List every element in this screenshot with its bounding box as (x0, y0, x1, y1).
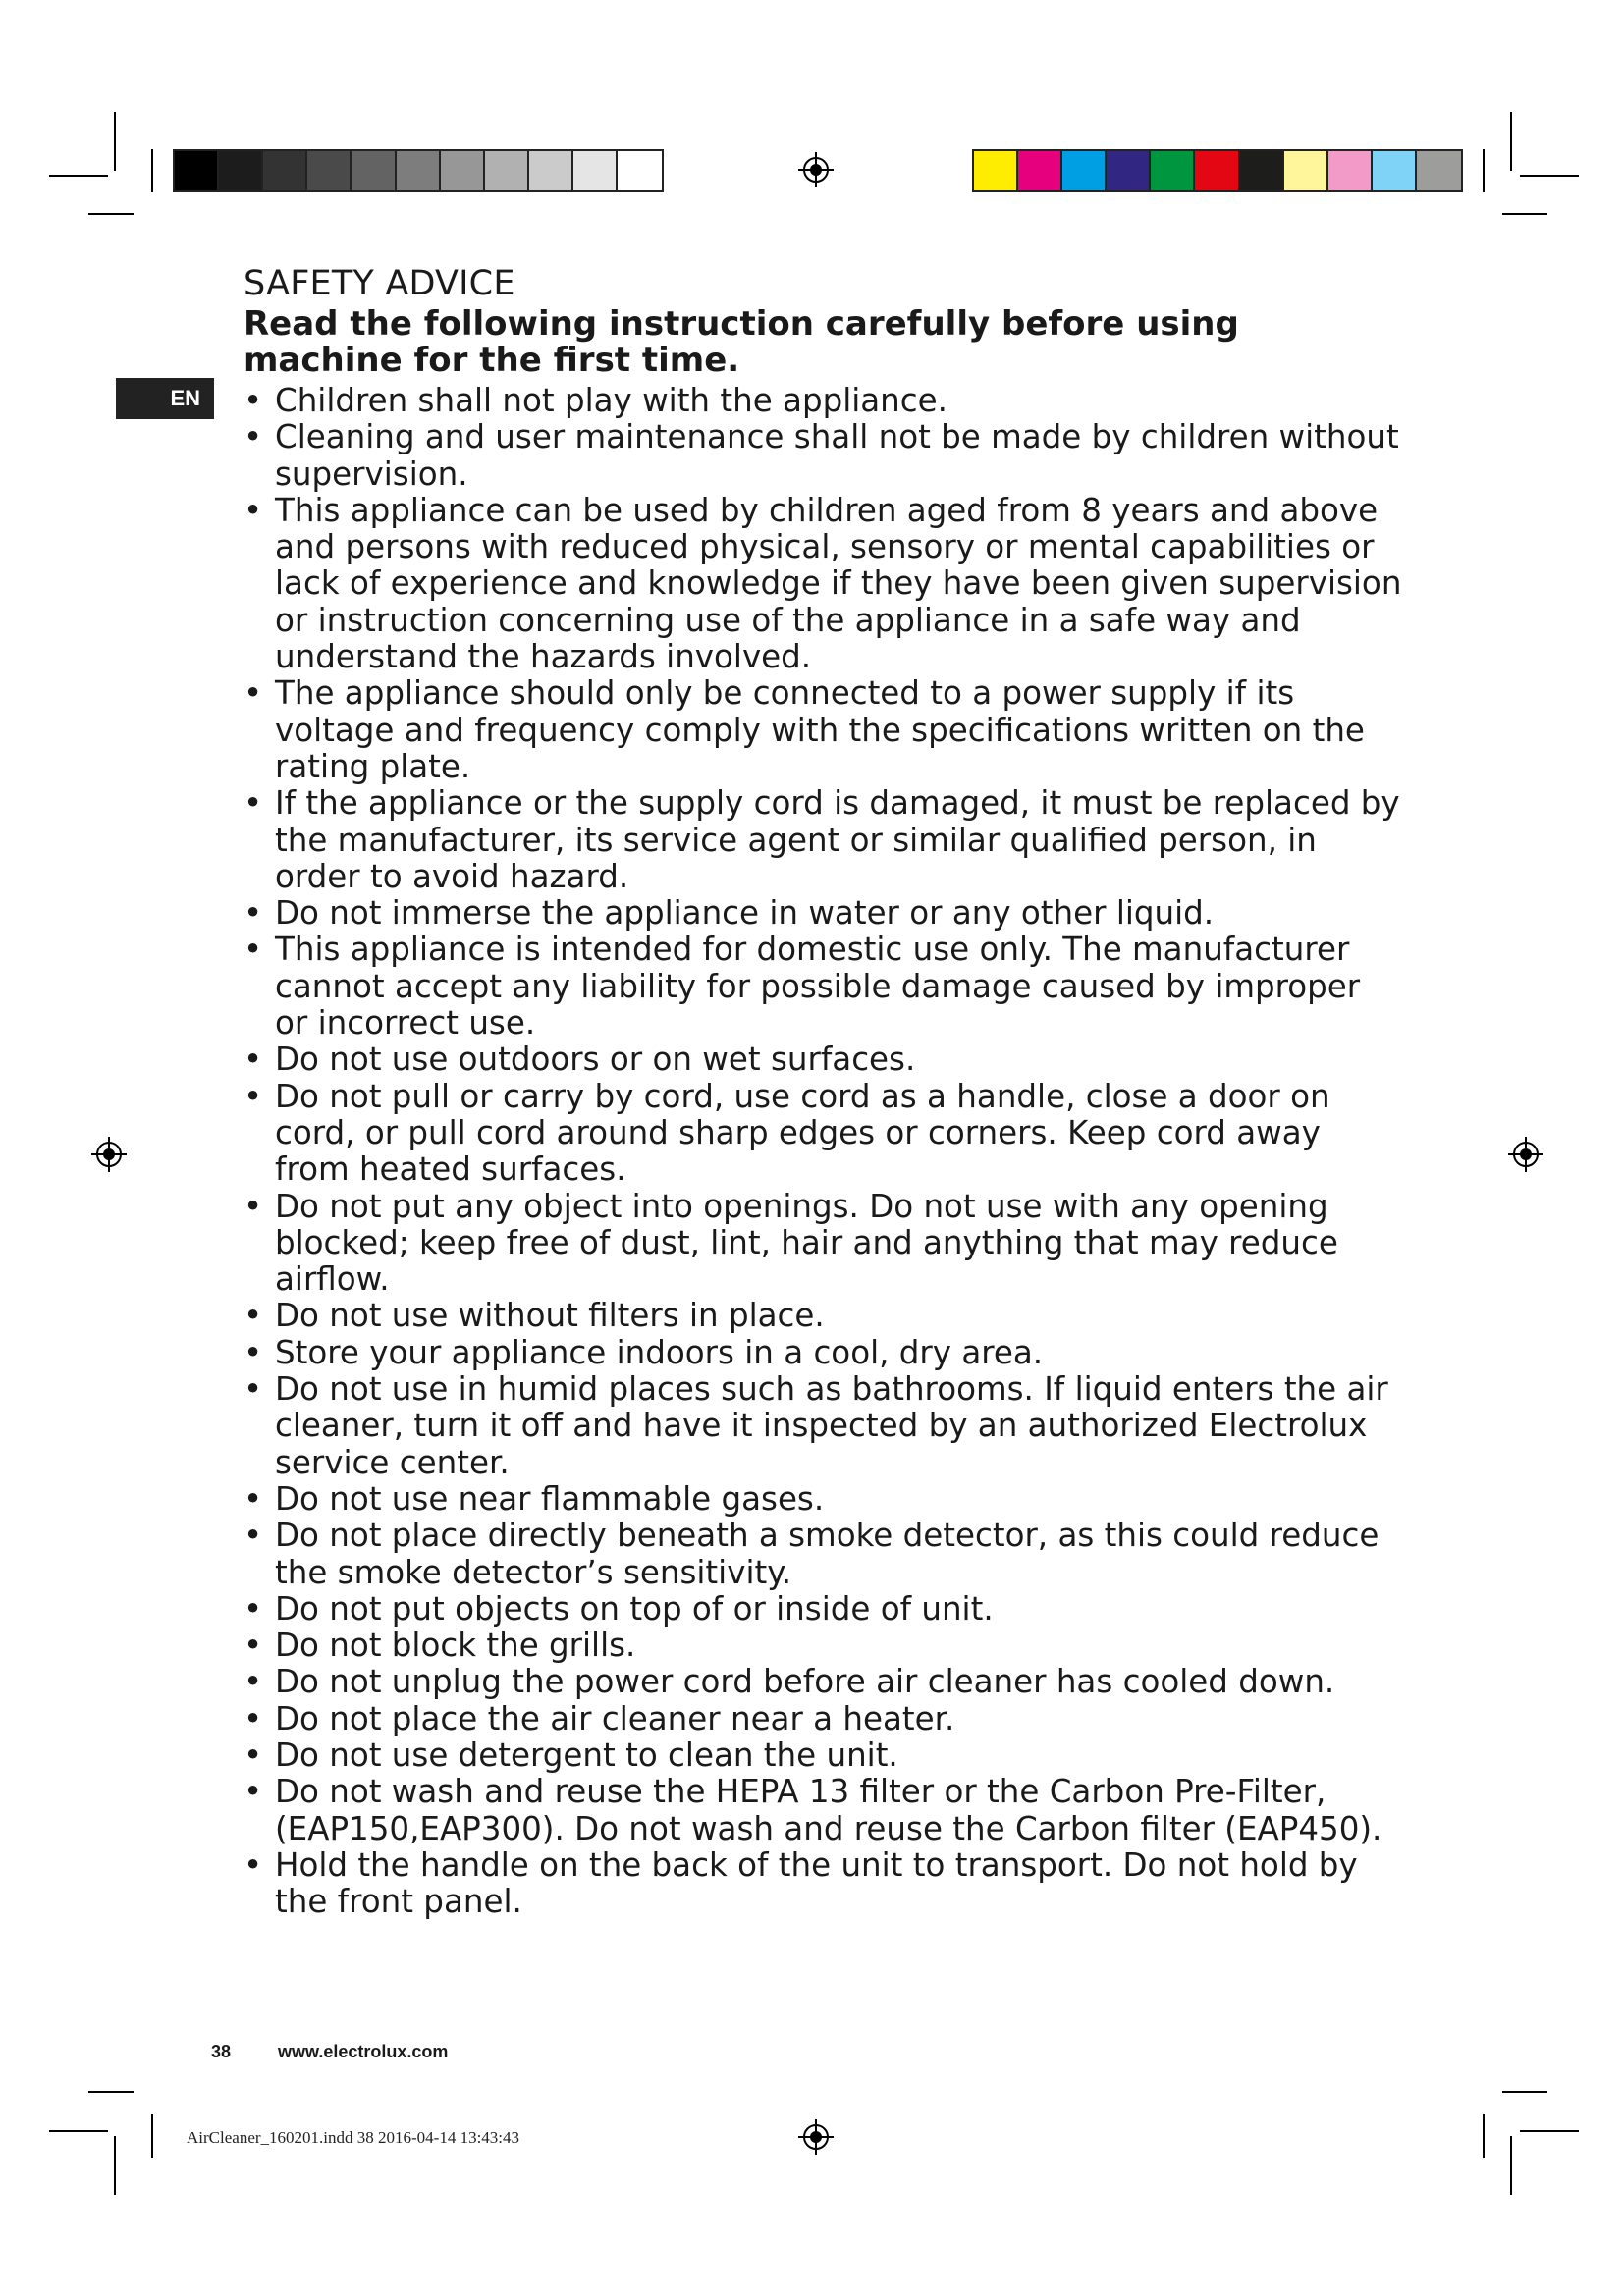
color-swatch (1284, 151, 1328, 190)
intro-text: Read the following instruction carefully before using machine for the first time. (244, 304, 1239, 380)
color-swatch (1018, 151, 1062, 190)
list-item: • Do not immerse the appliance in water or any other liquid. (244, 895, 1402, 932)
color-swatch (352, 151, 396, 190)
color-swatch (974, 151, 1018, 190)
color-swatch (485, 151, 529, 190)
language-tab: EN (116, 378, 214, 419)
crop-mark (1520, 175, 1579, 177)
registration-mark-icon (90, 1136, 128, 1173)
crop-mark (1520, 2130, 1579, 2132)
print-slug: AirCleaner_160201.indd 38 2016-04-14 13:43:43 (187, 2128, 520, 2147)
process-color-bar (972, 149, 1463, 192)
list-item: • Do not use in humid places such as bathrooms. If liquid enters the air cleaner, turn it off and have it inspected by an authorized Electrolux service center. (244, 1371, 1402, 1481)
crop-mark (1510, 112, 1512, 171)
safety-advice-section (244, 261, 1402, 1920)
color-swatch (219, 151, 263, 190)
color-swatch (529, 151, 573, 190)
color-swatch (263, 151, 307, 190)
safety-advice-list (244, 383, 1402, 1920)
registration-mark-icon (797, 151, 835, 188)
list-item: • This appliance can be used by children aged from 8 years and above and persons with reduced physical, sensory or mental capabilities or lack of experience and knowledge if they have been given supervision or instruction concerning use of the appliance in a safe way and understand the hazards involved. (244, 493, 1402, 675)
crop-mark (49, 2130, 108, 2132)
list-item: • Do not place the air cleaner near a heater. (244, 1701, 1402, 1737)
registration-mark-icon (1507, 1136, 1544, 1173)
list-item: • Do not pull or carry by cord, use cord as a handle, close a door on cord, or pull cord around sharp edges or corners. Keep cord away from heated surfaces. (244, 1079, 1402, 1189)
list-item: • If the appliance or the supply cord is damaged, it must be replaced by the manufacturer, its service agent or similar qualified person, in order to avoid hazard. (244, 785, 1402, 895)
list-item: • Store your appliance indoors in a cool, dry area. (244, 1335, 1402, 1371)
list-item: • Hold the handle on the back of the unit to transport. Do not hold by the front panel. (244, 1847, 1402, 1921)
color-swatch (573, 151, 618, 190)
list-item: • The appliance should only be connected to a power supply if its voltage and frequency comply with the specifications written on the rating plate. (244, 675, 1402, 785)
color-swatch (1107, 151, 1151, 190)
crop-mark (114, 2136, 116, 2195)
crop-mark (1510, 2136, 1512, 2195)
crop-mark (114, 112, 116, 171)
list-item: • Do not use detergent to clean the unit. (244, 1737, 1402, 1774)
color-swatch (1062, 151, 1107, 190)
registration-mark-icon (797, 2118, 835, 2156)
page-number: 38 (211, 2042, 232, 2061)
list-item: • Do not use without filters in place. (244, 1298, 1402, 1334)
list-item: • Children shall not play with the appliance. (244, 383, 1402, 419)
crop-mark (1483, 149, 1485, 192)
list-item: • Do not put objects on top of or inside of unit. (244, 1591, 1402, 1628)
crop-mark (151, 2114, 153, 2158)
color-swatch (307, 151, 352, 190)
crop-mark (151, 149, 153, 192)
crop-mark (49, 175, 108, 177)
list-item: • This appliance is intended for domestic use only. The manufacturer cannot accept any liability for possible damage caused by improper or incorrect use. (244, 932, 1402, 1041)
color-swatch (1240, 151, 1284, 190)
color-swatch (1373, 151, 1417, 190)
list-item: • Do not use outdoors or on wet surfaces. (244, 1041, 1402, 1078)
crop-mark (1502, 213, 1547, 215)
grayscale-color-bar (173, 149, 664, 192)
color-swatch (175, 151, 219, 190)
list-item: • Do not wash and reuse the HEPA 13 filter or the Carbon Pre-Filter, (EAP150,EAP300). Do not wash and reuse the Carbon filter (EAP450). (244, 1774, 1402, 1847)
list-item: • Do not block the grills. (244, 1628, 1402, 1664)
color-swatch (397, 151, 441, 190)
color-swatch (1417, 151, 1461, 190)
color-swatch (441, 151, 485, 190)
list-item: • Do not use near flammable gases. (244, 1481, 1402, 1518)
section-title: SAFETY ADVICE (244, 264, 515, 303)
color-swatch (618, 151, 662, 190)
color-swatch (1328, 151, 1373, 190)
color-swatch (1195, 151, 1239, 190)
color-swatch (1151, 151, 1195, 190)
list-item: • Do not place directly beneath a smoke detector, as this could reduce the smoke detector’s sensitivity. (244, 1518, 1402, 1591)
list-item: • Do not unplug the power cord before air cleaner has cooled down. (244, 1664, 1402, 1700)
list-item: • Do not put any object into openings. Do not use with any opening blocked; keep free of dust, lint, hair and anything that may reduce airflow. (244, 1189, 1402, 1299)
crop-mark (88, 2091, 134, 2093)
crop-mark (1483, 2114, 1485, 2158)
crop-mark (1502, 2091, 1547, 2093)
crop-mark (88, 213, 134, 215)
website-link[interactable]: www.electrolux.com (278, 2042, 449, 2061)
list-item: • Cleaning and user maintenance shall not be made by children without supervision. (244, 419, 1402, 493)
